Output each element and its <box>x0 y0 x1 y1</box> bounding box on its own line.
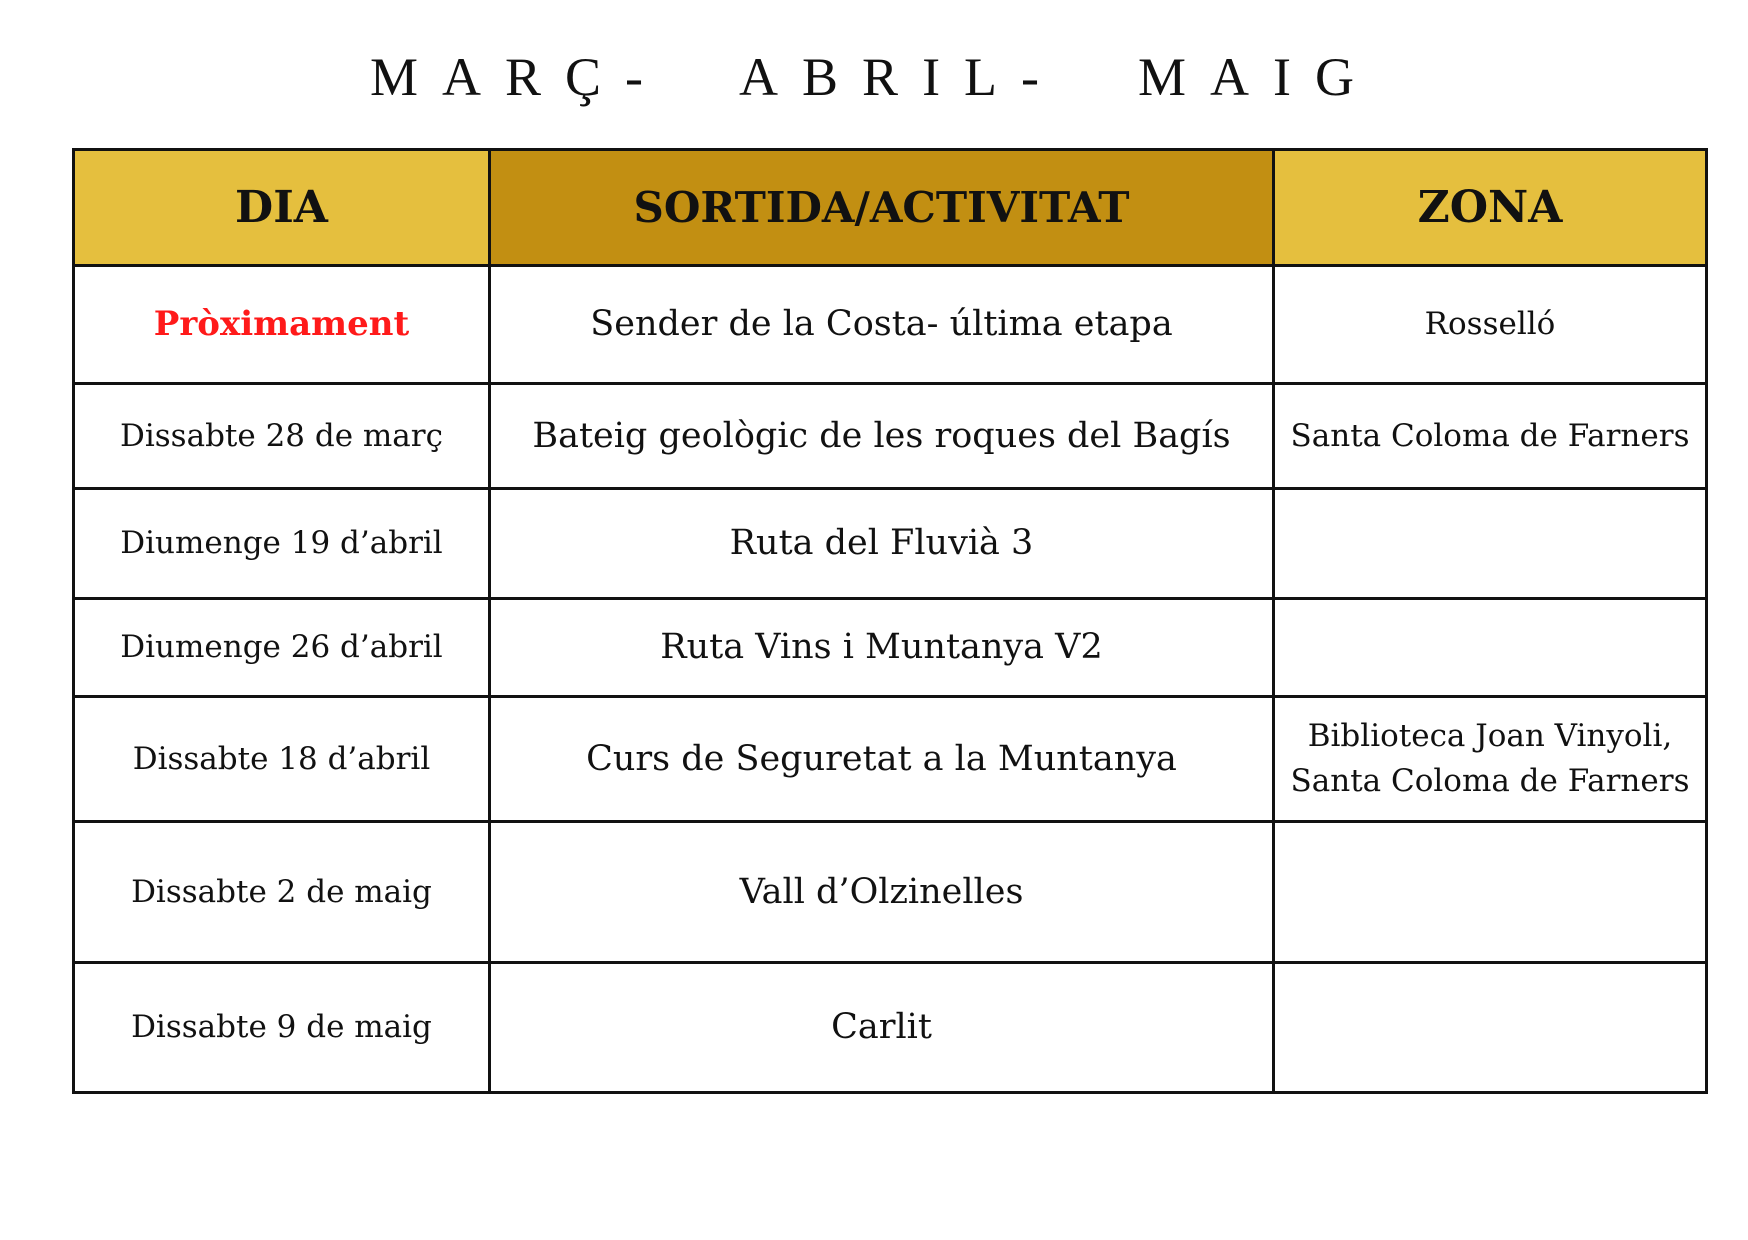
cell-dia: Dissabte 2 de maig <box>74 822 490 963</box>
cell-dia: Dissabte 9 de maig <box>74 963 490 1093</box>
cell-activitat: Ruta del Fluvià 3 <box>490 489 1274 599</box>
cell-dia: Diumenge 26 d’abril <box>74 599 490 697</box>
table-header-row <box>74 150 1707 266</box>
page-title: MARÇ- ABRIL- MAIG <box>369 47 1379 107</box>
table-row <box>74 822 1707 963</box>
cell-activitat: Curs de Seguretat a la Muntanya <box>490 697 1274 822</box>
header-zona: ZONA <box>1274 150 1707 266</box>
cell-zona <box>1274 599 1707 697</box>
cell-activitat: Carlit <box>490 963 1274 1093</box>
table-row <box>74 697 1707 822</box>
schedule-table <box>72 148 1708 1094</box>
cell-dia <box>74 266 490 384</box>
cell-dia: Dissabte 18 d’abril <box>74 697 490 822</box>
cell-zona: Rosselló <box>1274 266 1707 384</box>
table-row <box>74 384 1707 489</box>
cell-activitat: Vall d’Olzinelles <box>490 822 1274 963</box>
cell-zona <box>1274 489 1707 599</box>
cell-zona <box>1274 822 1707 963</box>
cell-activitat: Ruta Vins i Muntanya V2 <box>490 599 1274 697</box>
cell-activitat: Sender de la Costa- última etapa <box>490 266 1274 384</box>
table-row <box>74 266 1707 384</box>
cell-dia: Dissabte 28 de març <box>74 384 490 489</box>
table-row <box>74 599 1707 697</box>
table-row <box>74 489 1707 599</box>
header-dia: DIA <box>74 150 490 266</box>
table-row <box>74 963 1707 1093</box>
cell-zona: Santa Coloma de Farners <box>1274 384 1707 489</box>
cell-zona: Biblioteca Joan Vinyoli, Santa Coloma de Farners <box>1274 697 1707 822</box>
status-badge: Pròximament <box>153 303 410 344</box>
cell-zona <box>1274 963 1707 1093</box>
header-activitat: SORTIDA/ACTIVITAT <box>490 150 1274 266</box>
cell-activitat: Bateig geològic de les roques del Bagís <box>490 384 1274 489</box>
cell-dia: Diumenge 19 d’abril <box>74 489 490 599</box>
